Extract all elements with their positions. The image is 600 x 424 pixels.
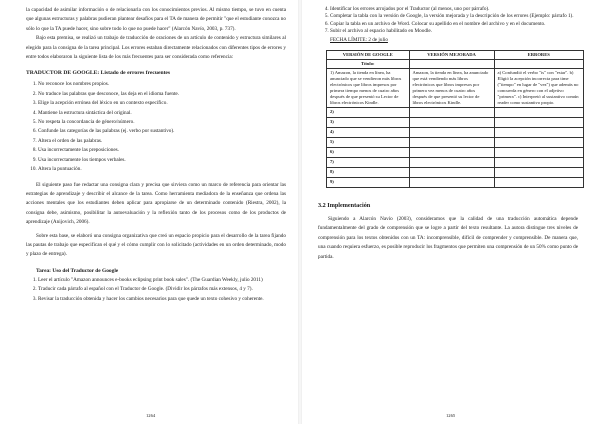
list-item: 5. No respeta la concordancia de género/número.	[38, 118, 286, 127]
right-page	[300, 0, 600, 424]
list-item: 1. No reconoce los nombres propios.	[38, 80, 286, 89]
column-header: ERRORES	[494, 51, 583, 60]
table-row: 6)	[327, 148, 584, 158]
list-item: 4. Mantiene la estructura sintáctica del original.	[38, 109, 286, 118]
task-heading: Tarea: Uso del Traductor de Google	[36, 267, 119, 274]
list-item: 9. Usa incorrectamente los tiempos verbales.	[38, 156, 286, 165]
title-label: Título:	[327, 60, 410, 69]
list-item: 2. Traducir cada párrafo al español con el Traductor de Google. (Dividir los párrafos más extensos, 4 y 7).	[38, 285, 286, 294]
list-item: 6. Confunde las categorías de las palabras (ej. verbo por sustantivo).	[38, 127, 286, 136]
task-list	[26, 276, 286, 304]
list-item: 8. Usa incorrectamente las preposiciones.	[38, 146, 286, 155]
list-item: 3. Revisar la traducción obtenida y hacer los cambios necesarios para que quede un texto cohesivo y coherente.	[38, 295, 286, 304]
column-header: VERSIÓN DE GOOGLE	[327, 51, 410, 60]
intro-paragraph: la capacidad de asimilar información o de relacionarla con los conocimientos previos. Al mismo tiempo, se tuvo en cuenta que algunas estructuras y palabras pudieran plantear desafíos para el TA de manera de permitir "que el estudiante conozca no sólo lo que la TA puede hacer, sino sobre todo lo que no puede hacer" (Alarcón Navío, 2003, p. 737).	[26, 7, 286, 32]
list-item: 1. Leer el artículo "Amazon announces e-books eclipsing print book sales". (The Guardian Weekly, julio 2011)	[38, 276, 286, 285]
instruction-paragraph: El siguiente paso fue redactar una consigna clara y precisa que sirviera como un marco de referencia para orientar las estrategias de aprendizaje y describir el alcance de la tarea. Como herramienta mediadora de la enseñanza que ordena las acciones mentales que los estudiantes deben aplicar para apropiarse de un determinado contenido (Riestra, 2002), la consigna debe, asimismo, posibilitar la autoevaluación y la reflexión tanto de los procesos como de los productos de aprendizaje (Anijovich, 2006).	[26, 181, 286, 226]
section-paragraph: Siguiendo a Alarcón Navío (2003), consideramos que la calidad de una traducción automática depende fundamentalmente del grado de comprensión que se logre a partir del texto resultante. La autora distingue tres niveles de comprensión para los textos obtenidos con un TA: incomprensible, difícil de comprender y comprensible. De manera que, una cuando requiera esfuerzo, es posible reproducir los fragmentos que permiten una comprensión de un 50% como punto de partida.	[318, 216, 579, 260]
list-item: 4. Identificar los errores arrojados por el Traductor (al menos, uno por párrafo).	[330, 6, 578, 13]
translation-table	[326, 50, 584, 188]
list-item: 7. Subir el archivo al espacio habilitado en Moodle.	[330, 28, 578, 35]
page-number: 1265	[446, 413, 456, 418]
errors-list	[26, 80, 286, 174]
list-item: 5. Completar la tabla con la versión de Google, la versión mejorada y la descripción de los errores (Ejemplo: párrafo 1).	[330, 13, 578, 20]
section-title: 3.2 Implementación	[318, 202, 371, 210]
list-item: 10. Altera la puntuación.	[38, 165, 286, 174]
errors-cell: a) Confundió el verbo "is" con "estar". b) Eligió la acepción incorrecta para time ("tiempo" en lugar de "vez") que además no concuerda en género con el adjetivo "primera". c) Interpretó al sustantivo común reader como sustantivo propio.	[494, 69, 583, 108]
column-header: VERSIÓN MEJORADA	[409, 51, 494, 60]
consigna-paragraph: Sobre esta base, se elaboró una consigna organizativa que creó un espacio propicio para el desarrollo de la tarea fijando las pautas de trabajo que especifican el qué y el cómo cumplir con lo solicitado (actividades en un orden determinado, modo y plazo de entrega).	[26, 232, 286, 258]
table-row: 3)	[327, 118, 584, 128]
list-item: 2. No traduce las palabras que desconoce, las deja en el idioma fuente.	[38, 90, 286, 99]
table-row	[327, 69, 584, 108]
google-version-cell: 1) Amazon, la tienda en línea, ha anunciado que se vendieron más libros electrónicos que libros impresos por primera tiempo menos de cuatro años después de que presentó su Lector de libros electrónicos Kindle.	[327, 69, 410, 108]
list-item: 7. Altera el orden de las palabras.	[38, 137, 286, 146]
errors-list-heading: TRADUCTOR DE GOOGLE: Listado de errores frecuentes	[26, 70, 171, 77]
table-row: 7)	[327, 158, 584, 168]
deadline-text: FECHA LÍMITE: 2 de julio	[330, 36, 388, 43]
table-row: 5)	[327, 138, 584, 148]
method-paragraph: Bajo esta premisa, se realizó un trabajo de traducción de oraciones de un artículo de contenido y estructura similares al elegido para la consigna de la tarea principal. Los errores estaban directamente relacionados con diferentes tipos de errores y entre todos elaboraron la siguiente lista de los más frecuentes para ser considerada como referencia:	[26, 35, 286, 61]
table-row: 9)	[327, 178, 584, 188]
table-row: 4)	[327, 128, 584, 138]
table-row: 2)	[327, 108, 584, 118]
list-item: 6. Copiar la tabla en un archivo de Word. Colocar su apellido en el nombre del archivo y en el documento.	[330, 21, 578, 28]
page-number: 1264	[146, 413, 156, 418]
table-row: 8)	[327, 168, 584, 178]
list-item: 3. Elige la acepción errónea del léxico en un contexto específico.	[38, 99, 286, 108]
task-list-continued	[318, 6, 578, 36]
improved-version-cell: Amazon, la tienda en línea, ha anunciado que está vendiendo más libros electrónicos que libros impresos por primera vez menos de cuatro años después de que presentó su lector de libros electrónicos Kindle.	[409, 69, 494, 108]
